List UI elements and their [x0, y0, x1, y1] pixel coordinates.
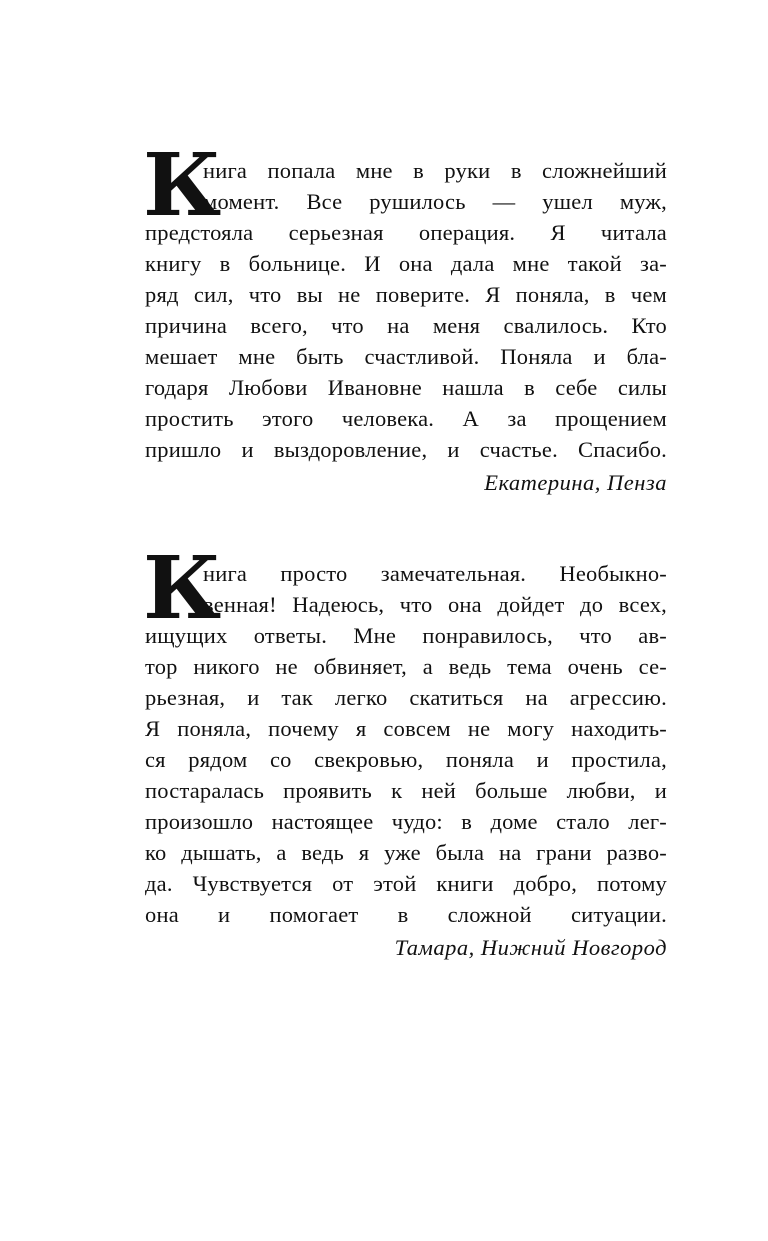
text-line [145, 744, 667, 775]
text-line [145, 248, 667, 279]
text-line-content: простить этого человека. А за прощением [145, 406, 667, 431]
text-line-content: годаря Любови Ивановне нашла в себе силы [145, 375, 667, 400]
review-text [145, 155, 667, 465]
text-line-content: пришло и выздоровление, и счастье. Спасибо. [145, 437, 667, 462]
text-line [145, 434, 667, 465]
text-line [145, 217, 667, 248]
text-line [145, 620, 667, 651]
text-line-content: Я поняла, почему я совсем не могу находить- [145, 716, 667, 741]
text-line [145, 806, 667, 837]
text-line [203, 155, 667, 186]
text-line-content: тор никого не обвиняет, а ведь тема очень се- [145, 654, 667, 679]
text-line-content: причина всего, что на меня свалилось. Кто [145, 313, 667, 338]
drop-cap: К [143, 135, 222, 236]
text-line [145, 651, 667, 682]
text-line-content: мешает мне быть счастливой. Поняла и бла- [145, 344, 667, 369]
text-line [203, 558, 667, 589]
text-line [145, 775, 667, 806]
text-line [145, 837, 667, 868]
text-line-content: предстояла серьезная операция. Я читала [145, 220, 667, 245]
text-line [145, 279, 667, 310]
text-line-content: ряд сил, что вы не поверите. Я поняла, в чем [145, 282, 667, 307]
text-line-content: ся рядом со свекровью, поняла и простила, [145, 747, 667, 772]
text-line [203, 186, 667, 217]
text-line [145, 713, 667, 744]
text-line [145, 899, 667, 930]
text-line-content: нига попала мне в руки в сложнейший [203, 158, 667, 183]
text-line-content: ко дышать, а ведь я уже была на грани разво- [145, 840, 667, 865]
text-line [145, 682, 667, 713]
text-line-content: ищущих ответы. Мне понравилось, что ав- [145, 623, 667, 648]
review-1 [143, 135, 667, 498]
text-line [145, 310, 667, 341]
text-line-content: она и помогает в сложной ситуации. [145, 902, 667, 927]
text-line [145, 372, 667, 403]
text-line-content: венная! Надеюсь, что она дойдет до всех, [203, 592, 667, 617]
text-line [145, 403, 667, 434]
text-line-content: книгу в больнице. И она дала мне такой за- [145, 251, 667, 276]
drop-cap: К [143, 538, 222, 639]
review-2 [143, 538, 667, 963]
text-line [145, 868, 667, 899]
text-line [203, 589, 667, 620]
review-text [145, 558, 667, 930]
text-line-content: рьезная, и так легко скатиться на агрессию. [145, 685, 667, 710]
text-line [145, 341, 667, 372]
review-signature: Екатерина, Пенза [484, 470, 667, 495]
review-signature: Тамара, Нижний Новгород [394, 935, 667, 960]
text-line-content: произошло настоящее чудо: в доме стало лег- [145, 809, 667, 834]
text-line-content: момент. Все рушилось — ушел муж, [203, 189, 667, 214]
text-line-content: нига просто замечательная. Необыкно- [203, 561, 667, 586]
text-line-content: постаралась проявить к ней больше любви, и [145, 778, 667, 803]
text-line-content: да. Чувствуется от этой книги добро, потому [145, 871, 667, 896]
